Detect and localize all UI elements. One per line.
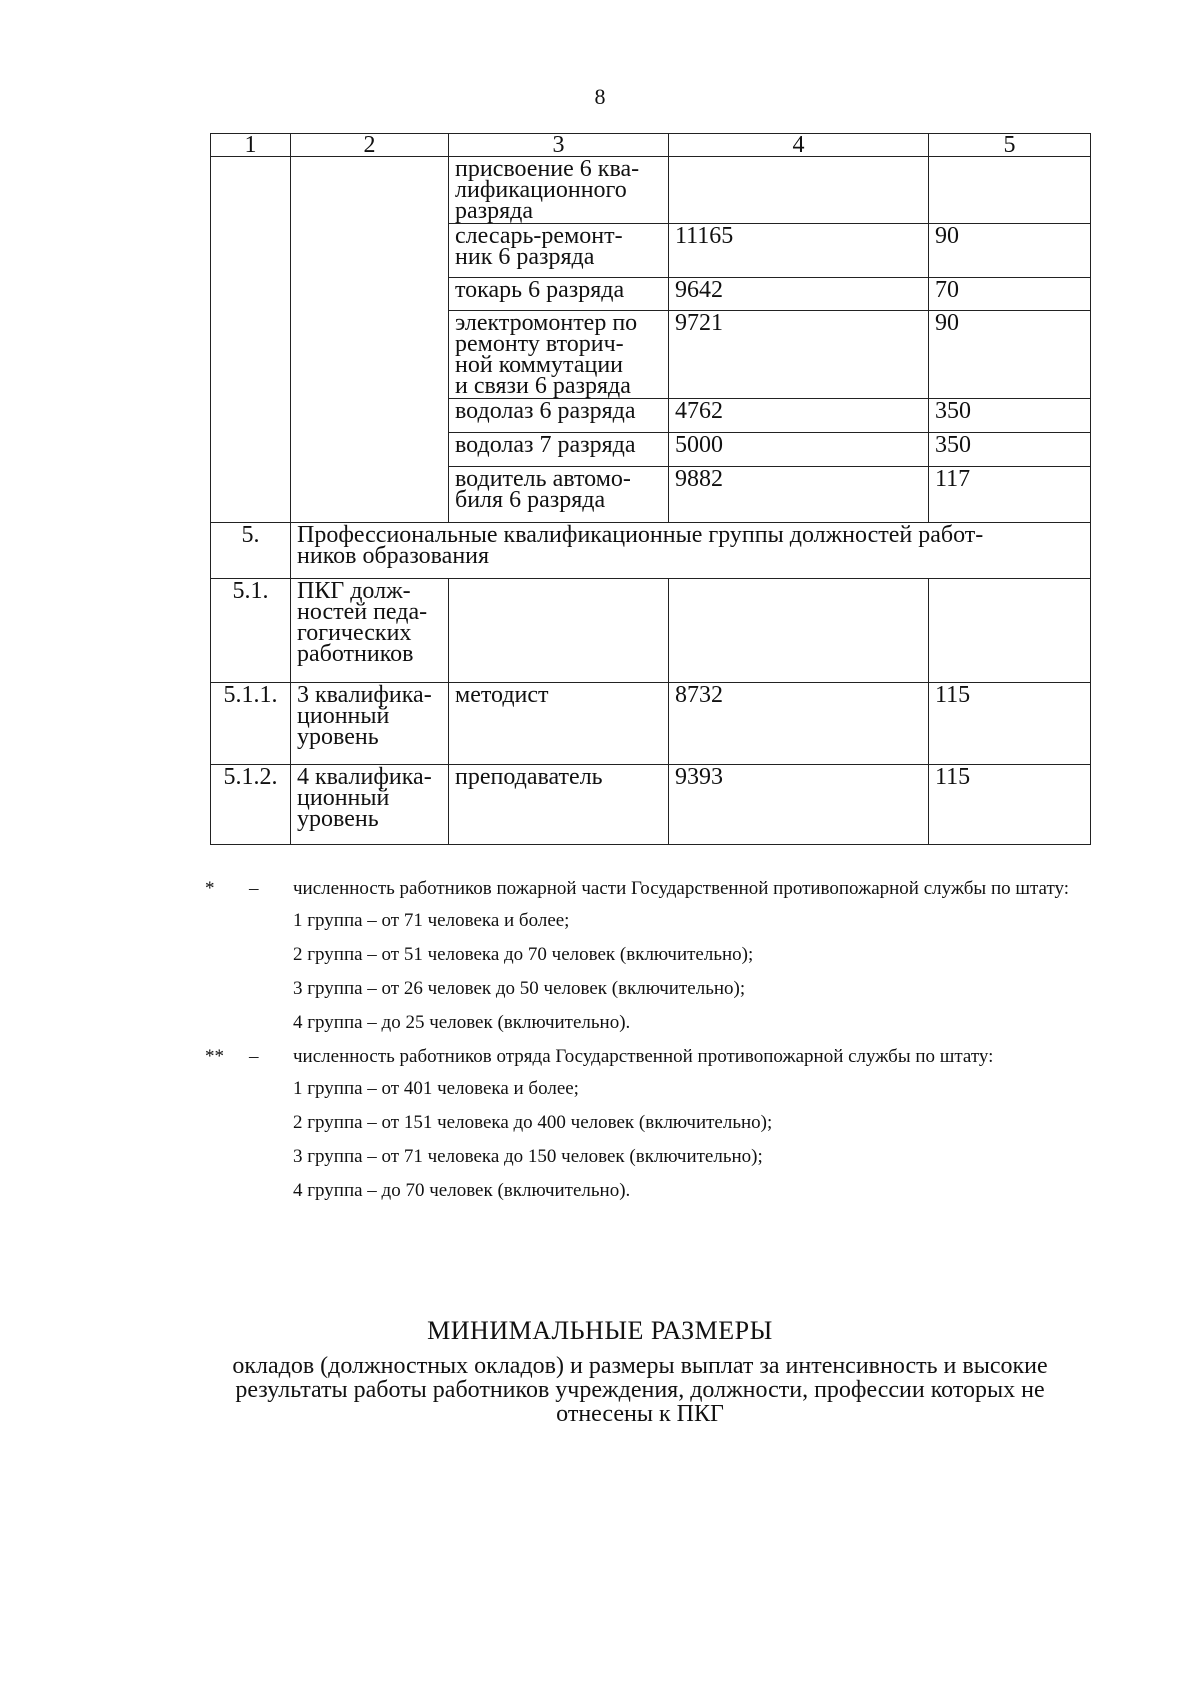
position-cell: водолаз 6 разряда (449, 399, 669, 433)
row-number-cell: 5.1.1. (211, 683, 291, 765)
footnote-2 (205, 1046, 1085, 1068)
group-cell: ПКГ долж- ностей педа- гогических работников (291, 579, 449, 683)
payment-cell: 90 (929, 224, 1091, 278)
footnote-item: 1 группа – от 71 человека и более; (293, 910, 570, 931)
footnote-item: 3 группа – от 26 человек до 50 человек (включительно); (293, 978, 746, 999)
footnote-item: 3 группа – от 71 человека до 150 человек (включительно); (293, 1146, 763, 1167)
footnote-mark: * (205, 878, 215, 899)
position-cell: преподаватель (449, 765, 669, 845)
salary-cell: 9721 (669, 311, 929, 399)
payment-cell: 115 (929, 765, 1091, 845)
empty-cell (211, 157, 291, 523)
row-number-cell: 5.1. (211, 579, 291, 683)
footnote-text: численность работников пожарной части Государственной противопожарной службы по штату: (293, 878, 1070, 899)
position-cell: слесарь-ремонт- ник 6 разряда (449, 224, 669, 278)
table-row (211, 579, 1091, 683)
header-cell: 4 (669, 134, 929, 157)
footnote-item: 1 группа – от 401 человека и более; (293, 1078, 579, 1099)
payment-cell: 350 (929, 399, 1091, 433)
payment-cell: 115 (929, 683, 1091, 765)
footnote-item: 4 группа – до 70 человек (включительно). (293, 1180, 631, 1201)
header-cell: 3 (449, 134, 669, 157)
footnote-item: 2 группа – от 51 человека до 70 человек (включительно); (293, 944, 754, 965)
table-row (211, 157, 1091, 224)
table-row (211, 683, 1091, 765)
footnotes (205, 878, 1085, 1214)
footnote-item: 4 группа – до 25 человек (включительно). (293, 1012, 631, 1033)
position-cell: водитель автомо- биля 6 разряда (449, 467, 669, 523)
payment-cell: 90 (929, 311, 1091, 399)
header-cell: 5 (929, 134, 1091, 157)
section-title-cell: Профессиональные квалификационные группы должностей работ- ников образования (291, 523, 1091, 579)
salary-table (210, 133, 1091, 845)
table-header-row (211, 134, 1091, 157)
salary-cell: 9882 (669, 467, 929, 523)
position-cell (449, 579, 669, 683)
payment-cell: 70 (929, 278, 1091, 311)
page-number: 8 (594, 84, 606, 109)
position-cell: электромонтер по ремонту вторич- ной коммутации и связи 6 разряда (449, 311, 669, 399)
row-number-cell: 5.1.2. (211, 765, 291, 845)
position-cell: присвоение 6 ква- лификационного разряда (449, 157, 669, 224)
section-subheading: окладов (должностных окладов) и размеры выплат за интенсивность и высокие результаты работы работников учреждения, должности, профессии которых не отнесены к ПКГ (232, 1353, 1048, 1427)
salary-cell: 8732 (669, 683, 929, 765)
payment-cell (929, 579, 1091, 683)
payment-cell: 350 (929, 433, 1091, 467)
salary-cell: 9642 (669, 278, 929, 311)
section-heading: МИНИМАЛЬНЫЕ РАЗМЕРЫ (427, 1316, 773, 1345)
empty-cell (291, 157, 449, 523)
payment-cell (929, 157, 1091, 224)
section-row (211, 523, 1091, 579)
salary-cell: 11165 (669, 224, 929, 278)
header-cell: 2 (291, 134, 449, 157)
footnote-dash: – (249, 878, 259, 899)
group-cell: 3 квалифика- ционный уровень (291, 683, 449, 765)
footnote-mark: ** (205, 1046, 224, 1067)
group-cell: 4 квалифика- ционный уровень (291, 765, 449, 845)
payment-cell: 117 (929, 467, 1091, 523)
salary-cell: 9393 (669, 765, 929, 845)
salary-cell (669, 579, 929, 683)
table-row (211, 765, 1091, 845)
footnote-item: 2 группа – от 151 человека до 400 человек (включительно); (293, 1112, 773, 1133)
footnote-1 (205, 878, 1085, 900)
position-cell: водолаз 7 разряда (449, 433, 669, 467)
salary-cell: 4762 (669, 399, 929, 433)
salary-cell (669, 157, 929, 224)
position-cell: методист (449, 683, 669, 765)
footnote-dash: – (249, 1046, 259, 1067)
salary-cell: 5000 (669, 433, 929, 467)
position-cell: токарь 6 разряда (449, 278, 669, 311)
header-cell: 1 (211, 134, 291, 157)
row-number-cell: 5. (211, 523, 291, 579)
footnote-text: численность работников отряда Государственной противопожарной службы по штату: (293, 1046, 994, 1067)
